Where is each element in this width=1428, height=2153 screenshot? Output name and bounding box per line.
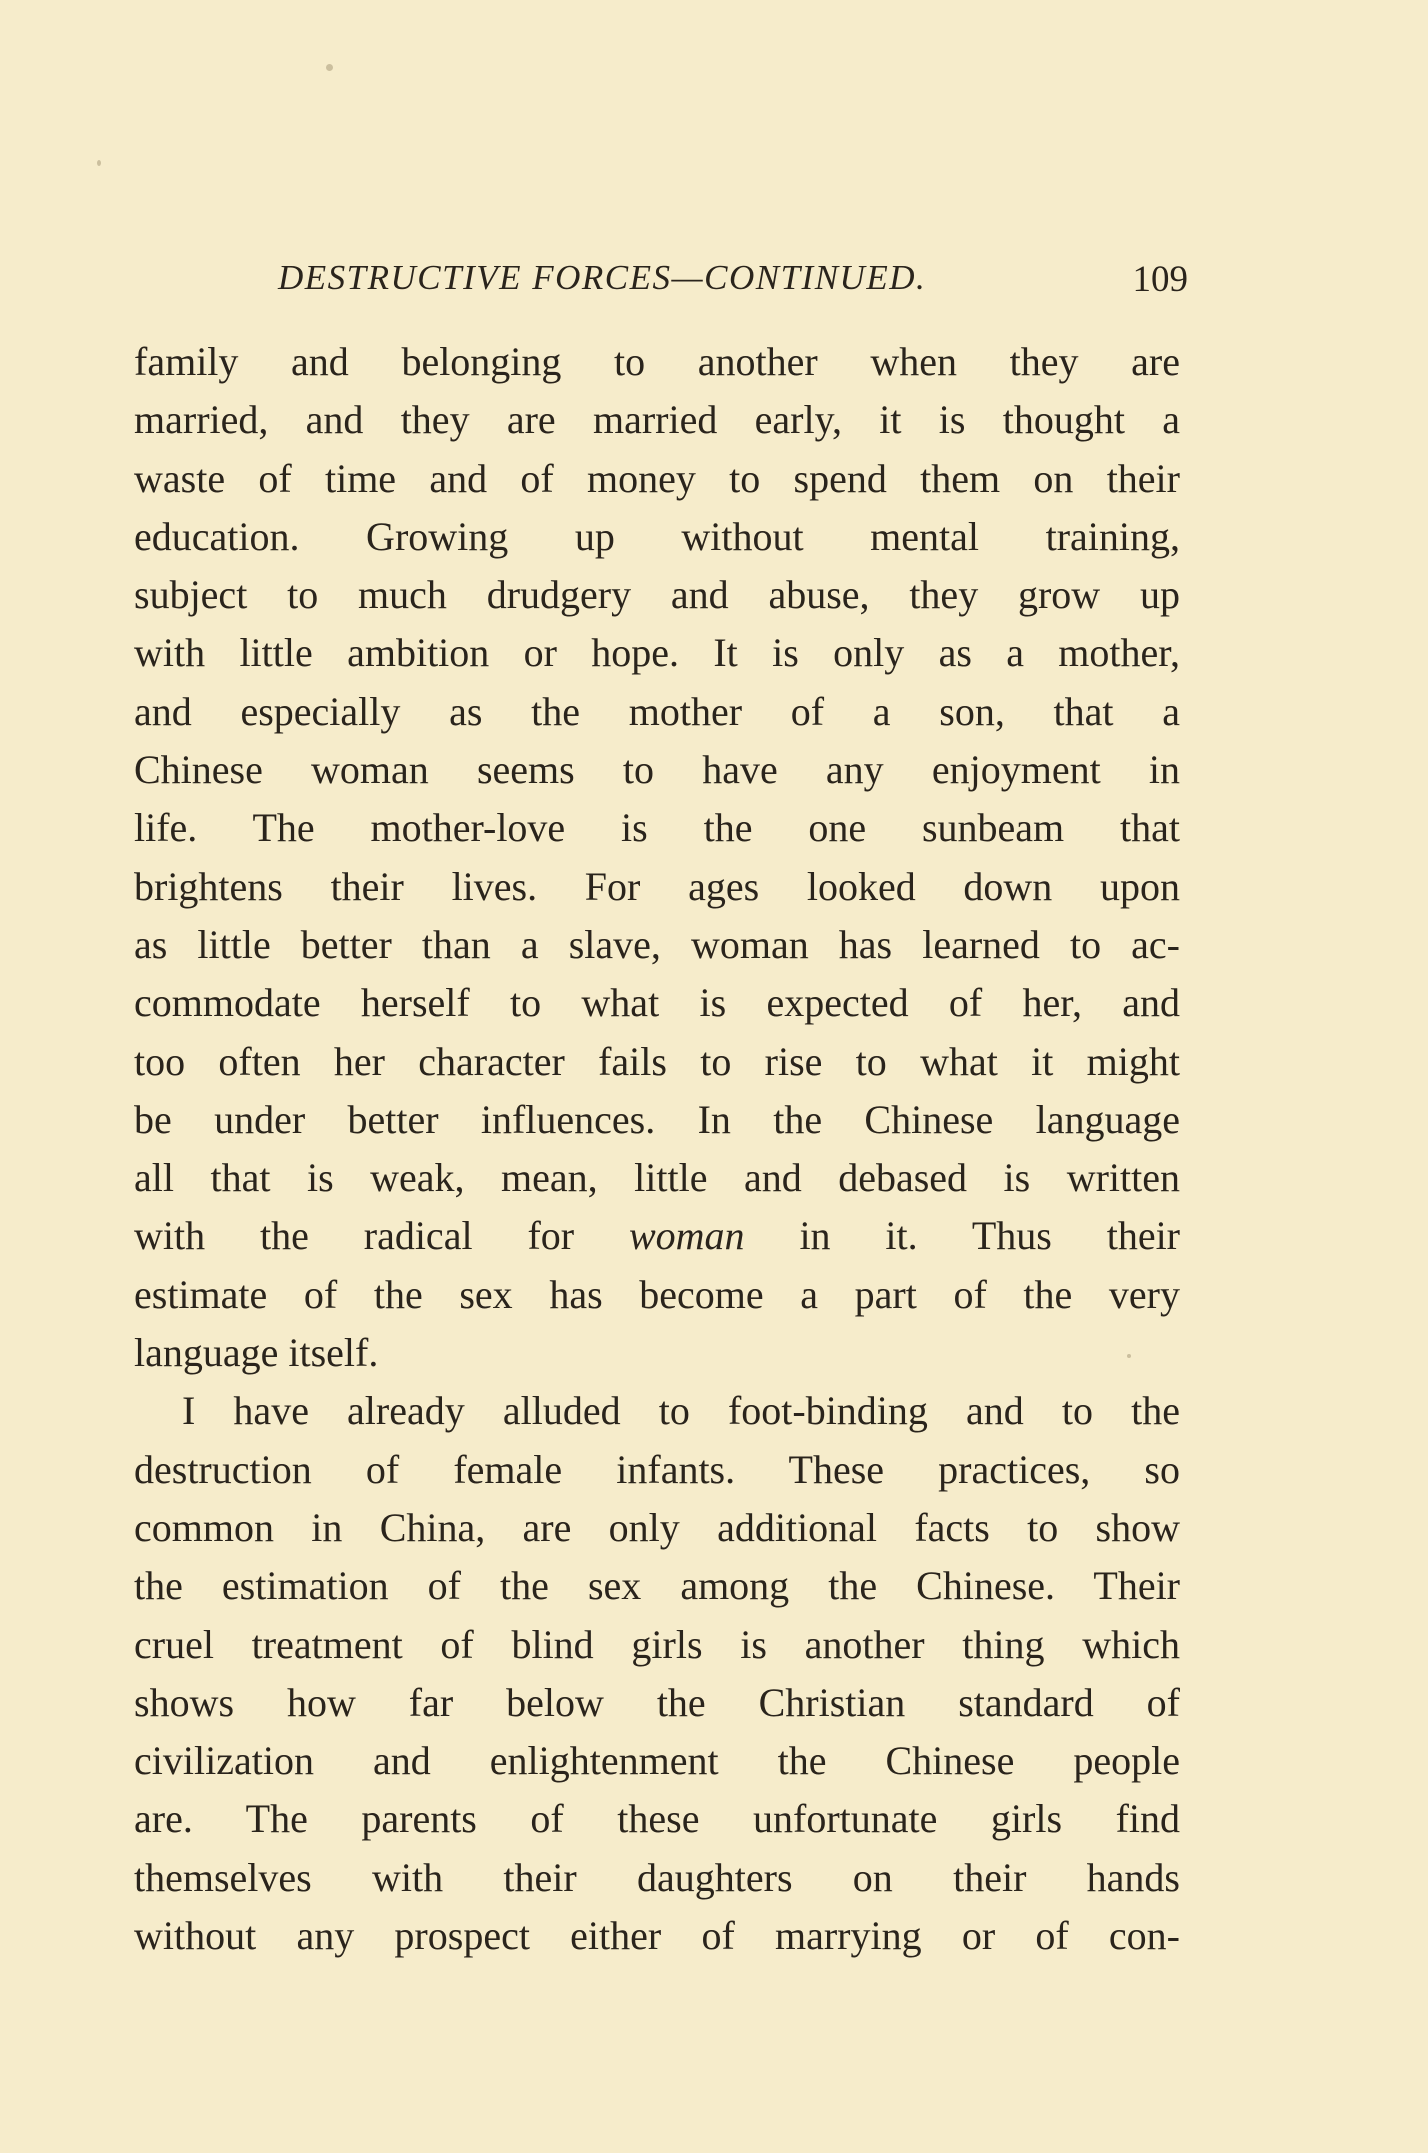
- text-line: too often her character fails to rise to what it might: [134, 1038, 1180, 1084]
- page-number: 109: [1132, 259, 1188, 300]
- text-line: common in China, are only additional facts to show: [134, 1504, 1180, 1550]
- paragraph: [134, 1382, 1180, 1965]
- body-text: [134, 333, 1180, 1965]
- paper-speck: [97, 160, 101, 166]
- text-line: life. The mother-love is the one sunbeam that: [134, 805, 1180, 851]
- text-line: Chinese woman seems to have any enjoyment in: [134, 747, 1180, 793]
- text-line: all that is weak, mean, little and debased is written: [134, 1155, 1180, 1201]
- page-header: [278, 258, 1188, 308]
- text-line: with little ambition or hope. It is only as a mother,: [134, 630, 1180, 676]
- text-line: be under better influences. In the Chinese language: [134, 1096, 1180, 1142]
- text-line: destruction of female infants. These practices, so: [134, 1446, 1180, 1492]
- text-line: I have already alluded to foot-binding and to the: [182, 1388, 1180, 1434]
- text-segment: with the radical for: [134, 1213, 575, 1259]
- text-line-with-italic: [134, 1207, 1180, 1265]
- text-line: brightens their lives. For ages looked down upon: [134, 863, 1180, 909]
- italic-word: woman: [628, 1213, 745, 1259]
- text-line: married, and they are married early, it is thought a: [134, 397, 1180, 443]
- paper-speck: [326, 64, 333, 71]
- text-line: waste of time and of money to spend them on their: [134, 455, 1180, 501]
- paragraph: [134, 333, 1180, 1382]
- text-line: are. The parents of these unfortunate girls find: [134, 1796, 1180, 1842]
- text-line: themselves with their daughters on their hands: [134, 1854, 1180, 1900]
- text-line: estimate of the sex has become a part of the very: [134, 1271, 1180, 1317]
- text-line: and especially as the mother of a son, that a: [134, 688, 1180, 734]
- text-line: shows how far below the Christian standard of: [134, 1679, 1180, 1725]
- running-head: DESTRUCTIVE FORCES—CONTINUED.: [278, 258, 927, 297]
- text-line: without any prospect either of marrying or of con-: [134, 1913, 1180, 1959]
- text-line: commodate herself to what is expected of her, and: [134, 980, 1180, 1026]
- text-line: cruel treatment of blind girls is another thing which: [134, 1621, 1180, 1667]
- text-line: language itself.: [134, 1330, 379, 1376]
- text-segment: in it. Thus their: [799, 1213, 1181, 1259]
- text-line: family and belonging to another when they are: [134, 339, 1180, 384]
- text-line: the estimation of the sex among the Chinese. Their: [134, 1563, 1180, 1609]
- text-line: subject to much drudgery and abuse, they grow up: [134, 572, 1180, 618]
- text-line: education. Growing up without mental training,: [134, 513, 1180, 559]
- text-line: civilization and enlightenment the Chinese people: [134, 1738, 1180, 1784]
- text-line: as little better than a slave, woman has learned to ac-: [134, 921, 1180, 967]
